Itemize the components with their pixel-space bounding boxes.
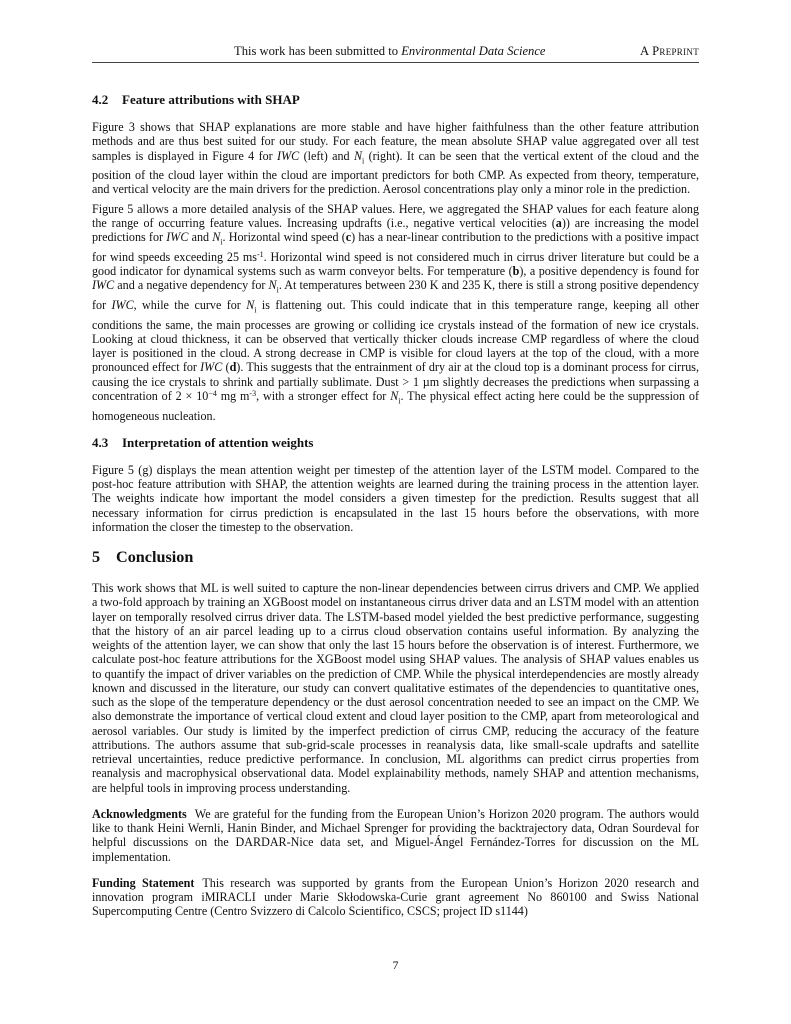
section-number: 4.2 [92,92,109,107]
section-5-heading [92,548,699,567]
section-title: Feature attributions with SHAP [122,92,300,107]
section-number: 5 [92,548,101,567]
acknowledgments-text: We are grateful for the funding from the European Union’s Horizon 2020 program. The authors would like to thank Heini Wernli, Hanin Binder, and Michael Sprenger for providing the backtrajectory data, Odran Sourdeval for helpful discussions on the DARDAR-Nice data set, and Miguel-Ángel Fernández-Torres for discussion on the ML implementation. [92,806,699,864]
funding-text: This research was supported by grants from the European Union’s Horizon 2020 research and innovation program iMIRACLI under Marie Skłodowska-Curie grant agreement No 860100 and Swiss National Supercomputing Centre (Centro Svizzero di Calcolo Scientifico, CSCS; project ID s1144) [92,875,699,919]
section-title: Conclusion [116,548,194,567]
section-number: 4.3 [92,434,109,450]
acknowledgments [92,807,699,864]
section-4-3-heading [92,435,699,451]
header-journal-note [234,44,546,59]
section-title: Interpretation of attention weights [122,434,314,450]
page-number: 7 [392,958,399,972]
page-body [92,92,699,924]
section-4-2-heading [92,92,699,108]
paragraph-shap-detail: Figure 5 allows a more detailed analysis of the SHAP values. Here, we aggregated the SHAP values for each feature along the range of occurring feature values. Increasing updrafts (i.e., negative vertical velocities (a)) are increasing the model predictions for IWC and $N_i$. Horizontal wind speed (c) has a near-linear contribution to the predictions with a positive impact for wind speeds exceeding 25 $ms^{-1}$. Horizontal wind speed is not considered much in cirrus driver literature but could be a good indicator for dynamical systems such as warm conveyor belts. For temperature (b), a positive dependency is found for IWC and a negative dependency for $N_i$. At temperatures between 230 K and 235 K, there is still a strong positive dependency for IWC, while the curve for $N_i$ is flattening out. This could indicate that in this temperature range, keeping all other conditions the same, the main processes are growing or colliding ice crystals instead of the formation of new ice crystals. Looking at cloud thickness, it can be observed that vertically thicker clouds increase CMP regardless of where the cloud layer is positioned in the cloud. A strong decrease in CMP is visible for cloud layers at the top of the cloud, with a more pronounced effect for IWC (d). This suggests that the entrainment of dry air at the cloud top is a dominant process for cirrus, causing the ice crystals to shrink and partially sublimate. Dust > 1 µm slightly decreases the predictions when surpassing a concentration of $2 \times 10^{-4}$ mg $m^{-3}$, with a stronger effect for $N_i$. The physical effect acting here could be the suppression of homogeneous nucleation. [92,201,700,423]
paragraph-shap-overview: Figure 3 shows that SHAP explanations are more stable and have higher faithfulness than the other feature attribution methods and are thus best suited for our study. For each feature, the mean absolute SHAP value aggregated over all test samples is displayed in Figure 4 for IWC (left) and $N_i$ (right). It can be seen that the vertical extent of the cloud and the position of the cloud layer within the cloud are important predictors for both CMP. As expected from theory, temperature, and vertical velocity are the main drivers for the prediction. Aerosol concentrations play only a minor role in the prediction. [92,120,699,197]
acknowledgments-label: Acknowledgments [92,806,187,821]
header-preprint-label: A Preprint [639,44,699,58]
header-journal-name: Environmental Data Science [401,44,546,58]
header-rule [92,62,699,63]
paragraph-attention: Figure 5 (g) displays the mean attention weight per timestep of the attention layer of the LSTM model. Compared to the post-hoc feature attribution with SHAP, the attention weights are learned during the training process in the attention layer. The weights indicate how important the model considers a given timestep for the prediction. Results suggest that all necessary information for cirrus prediction is encapsulated in the last 15 hours before the observations, with more information the closer the timestep to the observation. [92,462,699,534]
running-header [92,40,699,60]
funding-label: Funding Statement [92,875,195,890]
paragraph-conclusion: This work shows that ML is well suited to capture the non-linear dependencies between cirrus drivers and CMP. We applied a two-fold approach by training an XGBoost model on instantaneous cirrus driver data and an LSTM model with an attention layer on temporally resolved cirrus driver data. The LSTM-based model yielded the best predictive performance, suggesting that the history of an air parcel leading up to a cirrus cloud observation contains useful information. By analyzing the weights of the attention layer, we can show that only the last 15 hours before the observation is of interest. Furthermore, we calculate post-hoc feature attributions for the XGBoost model using SHAP values. The analysis of SHAP values enables us to quantify the impact of driver variables on the prediction of CMP. While the physical interdependencies are mostly already known and discussed in the literature, our study can convert qualitative estimates of the dependencies to quantitative ones, such as the slope of the temperature dependency or the dust aerosol concentration needed to see an impact on the CMP. We also demonstrate the importance of vertical cloud extent and cloud layer position to the CMP, apart from meteorological and aerosol variables. Our study is limited by the imperfect prediction of cirrus CMP, reducing the accuracy of the feature attributions. The authors assume that sub-grid-scale processes in reanalysis data, like small-scale updrafts and satellite retrieval uncertainties, reduce predictive performance. In conclusion, ML algorithms can predict cirrus properties from reanalysis and macrophysical observational data. Model explainability methods, namely SHAP and attention mechanisms, are helpful tools in improving process understanding. [92,581,699,795]
funding-statement [92,876,699,919]
header-prefix: This work has been submitted to [234,44,402,58]
